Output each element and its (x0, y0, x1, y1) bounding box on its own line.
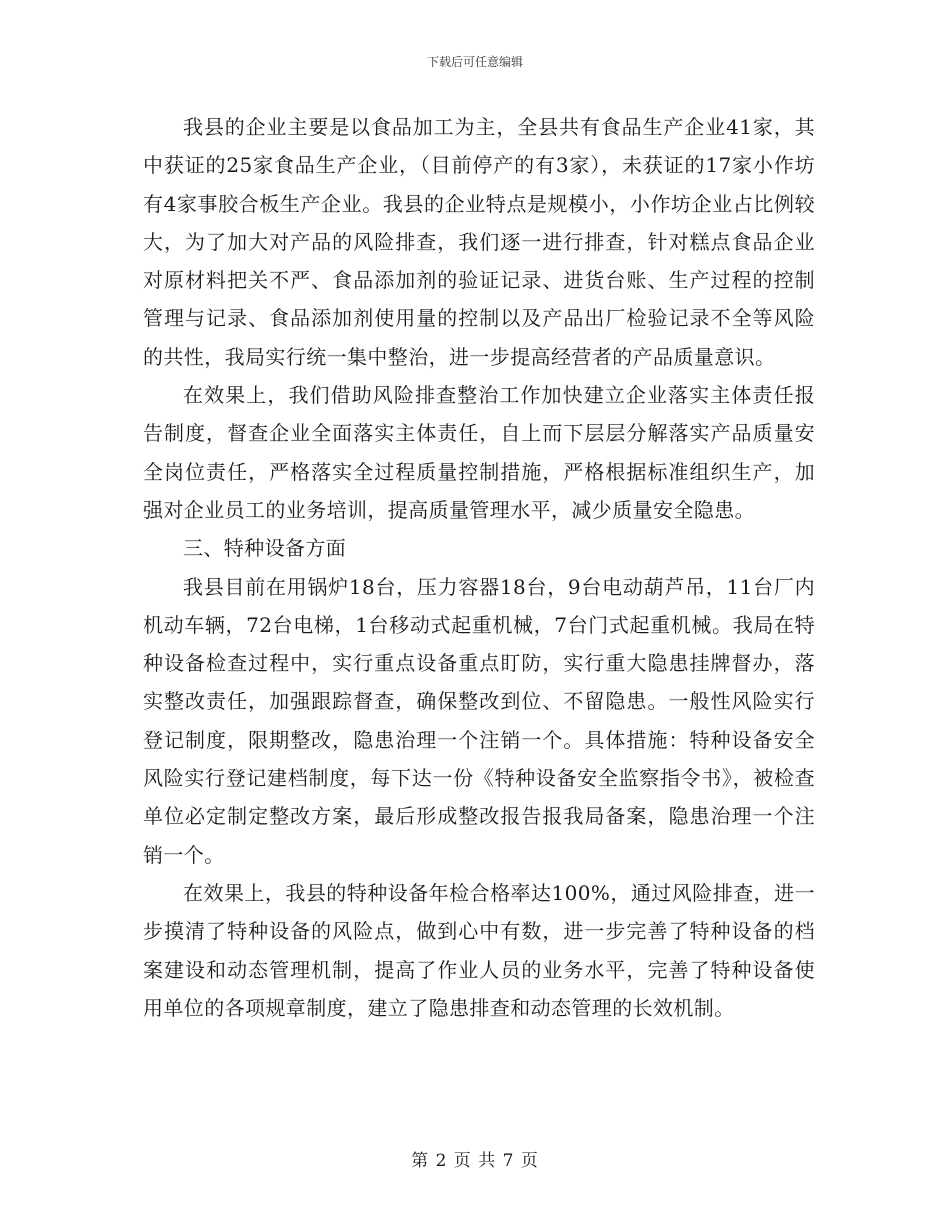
paragraph-food-enterprises: 我县的企业主要是以食品加工为主，全县共有食品生产企业41家，其中获证的25家食品生产企业，（目前停产的有3家），未获证的17家小作坊有4家事胶合板生产企业。我县的企业特点是规模小，小作坊企业占比例较大，为了加大对产品的风险排查，我们逐一进行排查，针对糕点食品企业对原材料把关不严、食品添加剂的验证记录、进货台账、生产过程的控制管理与记录、食品添加剂使用量的控制以及产品出厂检验记录不全等风险的共性，我局实行统一集中整治，进一步提高经营者的产品质量意识。 (143, 115, 815, 369)
paragraph-equipment-effect: 在效果上，我县的特种设备年检合格率达100%，通过风险排查，进一步摸清了特种设备的风险点，做到心中有数，进一步完善了特种设备的档案建设和动态管理机制，提高了作业人员的业务水平，完善了特种设备使用单位的各项规章制度，建立了隐患排查和动态管理的长效机制。 (143, 880, 815, 1020)
page-header: 下载后可任意编辑 (426, 55, 523, 69)
paragraph-special-equipment: 我县目前在用锅炉18台，压力容器18台，9台电动葫芦吊，11台厂内机动车辆，72台电梯，1台移动式起重机械，7台门式起重机械。我局在特种设备检查过程中，实行重点设备重点盯防，实行重大隐患挂牌督办，落实整改责任，加强跟踪督查，确保整改到位、不留隐患。一般性风险实行登记制度，限期整改，隐患治理一个注销一个。具体措施：特种设备安全风险实行登记建档制度，每下达一份《特种设备安全监察指令书》，被检查单位必定制定整改方案，最后形成整改报告报我局备案，隐患治理一个注销一个。 (143, 574, 815, 867)
section-heading-special-equipment: 三、特种设备方面 (183, 536, 347, 561)
page-number: 第 2 页 共 7 页 (411, 1151, 539, 1171)
paragraph-food-effect: 在效果上，我们借助风险排查整治工作加快建立企业落实主体责任报告制度，督查企业全面落实主体责任，自上而下层层分解落实产品质量安全岗位责任，严格落实全过程质量控制措施，严格根据标准组织生产，加强对企业员工的业务培训，提高质量管理水平，减少质量安全隐患。 (143, 383, 815, 522)
document-body (143, 108, 815, 1027)
